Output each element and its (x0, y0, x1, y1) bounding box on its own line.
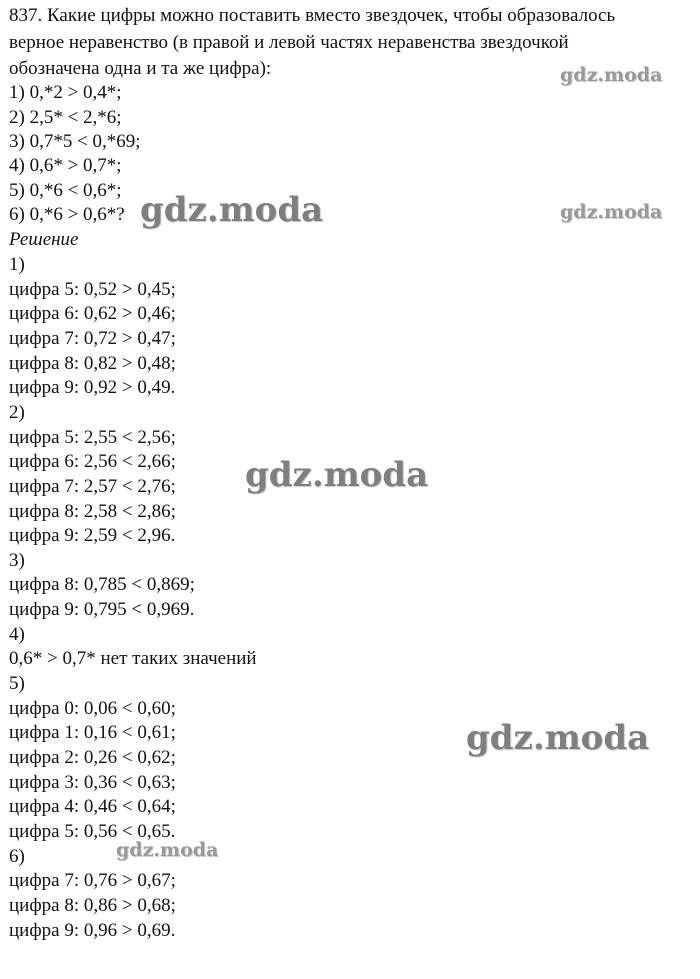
solution-line: цифра 6: 2,56 < 2,66; (9, 451, 176, 472)
watermark: gdz.moda (116, 839, 219, 861)
problem-line: 6) 0,*6 > 0,6*? (9, 204, 125, 225)
solution-line: цифра 5: 0,52 > 0,45; (9, 279, 176, 300)
solution-heading: Решение (9, 229, 79, 250)
solution-line: цифра 9: 0,92 > 0,49. (9, 377, 176, 398)
solution-part-number: 5) (9, 673, 25, 694)
watermark: gdz.moda (560, 64, 663, 86)
problem-line: 4) 0,6* > 0,7*; (9, 155, 122, 176)
solution-line: цифра 9: 0,795 < 0,969. (9, 599, 195, 620)
solution-part-number: 6) (9, 846, 25, 867)
watermark: gdz.moda (560, 201, 663, 223)
solution-line: цифра 5: 0,56 < 0,65. (9, 821, 176, 842)
solution-line: цифра 5: 2,55 < 2,56; (9, 427, 176, 448)
problem-line: 5) 0,*6 < 0,6*; (9, 180, 122, 201)
watermark: gdz.moda (140, 190, 324, 230)
solution-line: цифра 7: 0,76 > 0,67; (9, 870, 176, 891)
problem-line: 1) 0,*2 > 0,4*; (9, 82, 122, 103)
solution-part-number: 4) (9, 624, 25, 645)
solution-part-number: 2) (9, 402, 25, 423)
solution-line: цифра 4: 0,46 < 0,64; (9, 796, 176, 817)
watermark: gdz.moda (466, 718, 650, 758)
solution-line: цифра 9: 0,96 > 0,69. (9, 920, 176, 941)
problem-line: 2) 2,5* < 2,*6; (9, 107, 122, 128)
solution-line: цифра 8: 0,82 > 0,48; (9, 353, 176, 374)
solution-line: цифра 0: 0,06 < 0,60; (9, 698, 176, 719)
solution-line: цифра 2: 0,26 < 0,62; (9, 747, 176, 768)
solution-line: цифра 3: 0,36 < 0,63; (9, 772, 176, 793)
problem-line: 3) 0,7*5 < 0,*69; (9, 131, 141, 152)
solution-line: цифра 7: 2,57 < 2,76; (9, 476, 176, 497)
solution-line: цифра 7: 0,72 > 0,47; (9, 328, 176, 349)
solution-line: цифра 1: 0,16 < 0,61; (9, 722, 176, 743)
solution-line: цифра 6: 0,62 > 0,46; (9, 303, 176, 324)
solution-line: 0,6* > 0,7* нет таких значений (9, 648, 257, 669)
problem-line: 837. Какие цифры можно поставить вместо звездочек, чтобы образовалось (9, 5, 616, 26)
watermark: gdz.moda (245, 455, 429, 495)
solution-line: цифра 8: 0,86 > 0,68; (9, 895, 176, 916)
solution-part-number: 1) (9, 254, 25, 275)
solution-line: цифра 8: 2,58 < 2,86; (9, 501, 176, 522)
solution-line: цифра 9: 2,59 < 2,96. (9, 525, 176, 546)
solution-part-number: 3) (9, 550, 25, 571)
solution-line: цифра 8: 0,785 < 0,869; (9, 574, 195, 595)
problem-line: обозначена одна и та же цифра): (9, 58, 272, 79)
problem-line: верное неравенство (в правой и левой частях неравенства звездочкой (9, 32, 569, 53)
